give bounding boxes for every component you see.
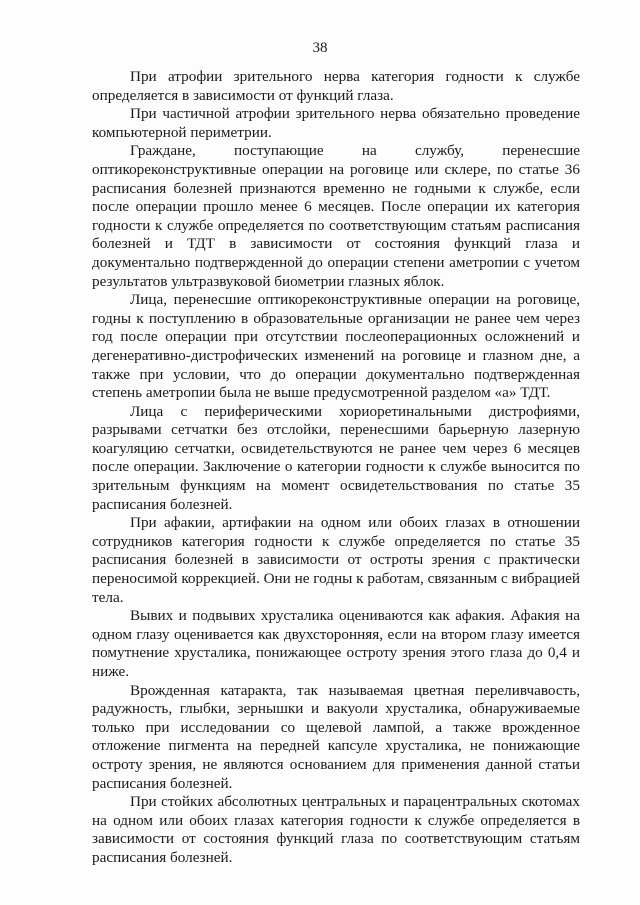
paragraph-partial-atrophy: При частичной атрофии зрительного нерва обязательно проведение компьютерной периметрии.	[92, 105, 580, 141]
paragraph-citizens-refractive-surgery: Граждане, поступающие на службу, перенесшие оптикореконструктивные операции на роговице или склере, по статье 36 расписания болезней признаются временно не годными к службе, если после операции прошло менее 6 месяцев. После операции их категория годности к службе определяется по соответствующим статьям расписания болезней и ТДТ в зависимости от состояния функций глаза и документально подтвержденной до операции степени аметропии с учетом результатов ультразвуковой биометрии глазных яблок.	[92, 142, 580, 290]
paragraph-aphakia: При афакии, артифакии на одном или обоих глазах в отношении сотрудников категория годности к службе определяется по статье 35 расписания болезней в зависимости от остроты зрения с практически переносимой коррекцией. Они не годны к работам, связанным с вибрацией тела.	[92, 514, 580, 606]
paragraph-lens-dislocation: Вывих и подвывих хрусталика оцениваются как афакия. Афакия на одном глазу оценивается как двухсторонняя, если на втором глазу имеется помутнение хрусталика, понижающее остроту зрения этого глаза до 0,4 и ниже.	[92, 607, 580, 680]
paragraph-retinal-dystrophy: Лица с периферическими хориоретинальными дистрофиями, разрывами сетчатки без отслойки, перенесшими барьерную лазерную коагуляцию сетчатки, освидетельствуются не ранее чем через 6 месяцев после операции. Заключение о категории годности к службе выносится по зрительным функциям на момент освидетельствования по статье 35 расписания болезней.	[92, 402, 580, 513]
paragraph-congenital-cataract: Врожденная катаракта, так называемая цветная переливчавость, радужность, глыбки, зернышки и вакуоли хрусталика, обнаруживаемые только при исследовании со щелевой лампой, а также врожденное отложение пигмента на передней капсуле хрусталика, не понижающие остроту зрения, не являются основанием для применения данной статьи расписания болезней.	[92, 681, 580, 792]
paragraph-scotomas: При стойких абсолютных центральных и парацентральных скотомах на одном или обоих глазах категория годности к службе определяется в зависимости от состояния функций глаза по соответствующим статьям расписания болезней.	[92, 793, 580, 866]
document-body	[92, 68, 580, 868]
paragraph-persons-refractive-surgery: Лица, перенесшие оптикореконструктивные операции на роговице, годны к поступлению в образовательные организации не ранее чем через год после операции при отсутствии послеоперационных осложнений и дегенеративно-дистрофических изменений на роговице и глазном дне, а также при условии, что до операции документально подтвержденная степень аметропии была не выше предусмотренной разделом «а» ТДТ.	[92, 291, 580, 402]
paragraph-optic-atrophy: При атрофии зрительного нерва категория годности к службе определяется в зависимости от функций глаза.	[92, 68, 580, 104]
page-number: 38	[312, 40, 328, 56]
